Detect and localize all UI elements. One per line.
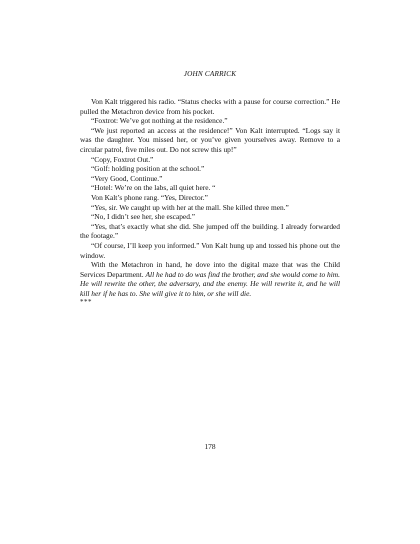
- running-head: JOHN CARRICK: [183, 70, 237, 78]
- paragraph-italic: All he had to do was find the brother, and she would come to him. He will rewrite the other, the adversary, and the enemy. He will rewrite it, and he will kill her if he has to. She will give it to him, or she will die.: [80, 269, 340, 298]
- page-number: 178: [204, 442, 216, 451]
- section-break: ***: [80, 298, 92, 307]
- paragraph: “Foxtrot: We’ve got nothing at the residence.”: [91, 116, 228, 126]
- paragraph: “Hotel: We’re on the labs, all quiet here. “: [91, 183, 216, 193]
- paragraph-roman: With the Metachron in hand, he dove into the digital maze that was the Child Services Department.: [80, 260, 340, 279]
- paragraph: Von Kalt’s phone rang. “Yes, Director.”: [91, 192, 208, 202]
- body-text: [80, 97, 340, 308]
- paragraph: “No, I didn’t see her, she escaped.”: [91, 212, 196, 222]
- paragraph: Von Kalt triggered his radio. “Status checks with a pause for course correction.” He pulled the Metachron device from his pocket.: [80, 97, 340, 116]
- paragraph: “Of course, I’ll keep you informed.” Von Kalt hung up and tossed his phone out the window.: [80, 240, 340, 260]
- paragraph: “Yes, that’s exactly what she did. She jumped off the building. I already forwarded the footage.”: [80, 221, 340, 241]
- paragraph: “Golf: holding position at the school.”: [91, 164, 205, 174]
- paragraph: “Very Good, Continue.”: [91, 173, 163, 183]
- paragraph: “Copy, Foxtrot Out.”: [91, 154, 154, 164]
- paragraph: “We just reported an access at the residence!” Von Kalt interrupted. “Logs say it was the daughter. You missed her, or you’ve given yourselves away. Remove to a circular patrol, five miles out. Do not screw this up!”: [80, 125, 340, 154]
- paragraph: [80, 260, 340, 298]
- paragraph: “Yes, sir. We caught up with her at the mall. She killed three men.”: [91, 202, 289, 212]
